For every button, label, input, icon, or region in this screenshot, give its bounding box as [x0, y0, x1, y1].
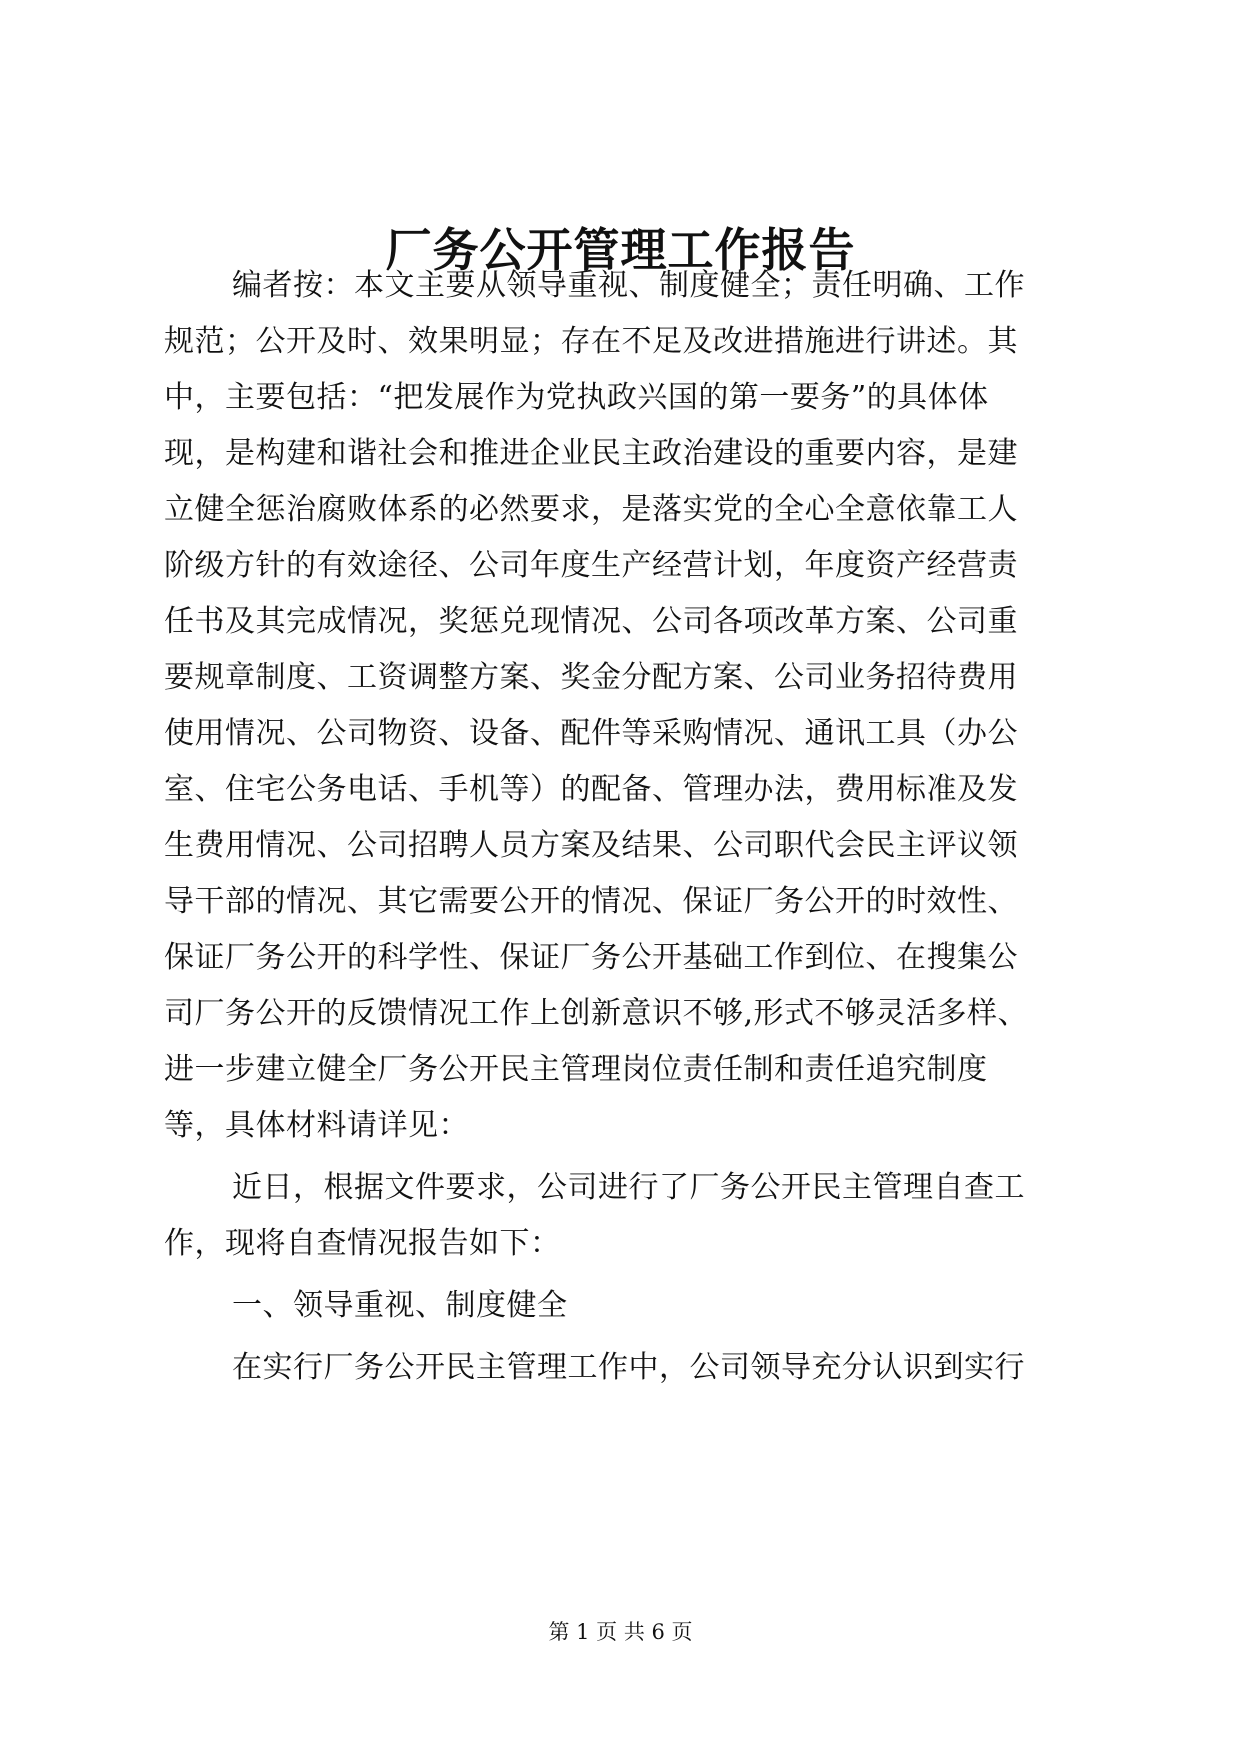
body-line-14: 司厂务公开的反馈情况工作上创新意识不够,形式不够灵活多样、 — [164, 996, 1029, 1031]
body-line-17: 近日，根据文件要求，公司进行了厂务公开民主管理自查工 — [232, 1170, 1025, 1205]
body-line-1: 编者按：本文主要从领导重视、制度健全；责任明确、工作 — [232, 268, 1025, 303]
body-line-18: 作，现将自查情况报告如下： — [164, 1226, 561, 1261]
body-line-10: 室、住宅公务电话、手机等）的配备、管理办法，费用标准及发 — [164, 772, 1018, 807]
body-line-12: 导干部的情况、其它需要公开的情况、保证厂务公开的时效性、 — [164, 884, 1018, 919]
body-line-11: 生费用情况、公司招聘人员方案及结果、公司职代会民主评议领 — [164, 828, 1018, 863]
body-line-3: 中，主要包括：“把发展作为党执政兴国的第一要务”的具体体 — [164, 380, 989, 415]
body-line-5: 立健全惩治腐败体系的必然要求，是落实党的全心全意依靠工人 — [164, 492, 1018, 527]
body-line-8: 要规章制度、工资调整方案、奖金分配方案、公司业务招待费用 — [164, 660, 1018, 695]
body-line-2: 规范；公开及时、效果明显；存在不足及改进措施进行讲述。其 — [164, 324, 1018, 359]
section-heading: 一、领导重视、制度健全 — [232, 1288, 568, 1323]
body-line-6: 阶级方针的有效途径、公司年度生产经营计划，年度资产经营责 — [164, 548, 1018, 583]
body-line-13: 保证厂务公开的科学性、保证厂务公开基础工作到位、在搜集公 — [164, 940, 1018, 975]
body-line-7: 任书及其完成情况，奖惩兑现情况、公司各项改革方案、公司重 — [164, 604, 1018, 639]
body-line-9: 使用情况、公司物资、设备、配件等采购情况、通讯工具（办公 — [164, 716, 1018, 751]
body-line-15: 进一步建立健全厂务公开民主管理岗位责任制和责任追究制度 — [164, 1052, 988, 1087]
page-footer: 第 1 页 共 6 页 — [548, 1620, 693, 1644]
body-line-4: 现，是构建和谐社会和推进企业民主政治建设的重要内容，是建 — [164, 436, 1018, 471]
body-line-16: 等，具体材料请详见： — [164, 1108, 469, 1143]
document-title: 厂务公开管理工作报告 — [385, 223, 856, 277]
body-line-20: 在实行厂务公开民主管理工作中，公司领导充分认识到实行 — [232, 1350, 1025, 1385]
